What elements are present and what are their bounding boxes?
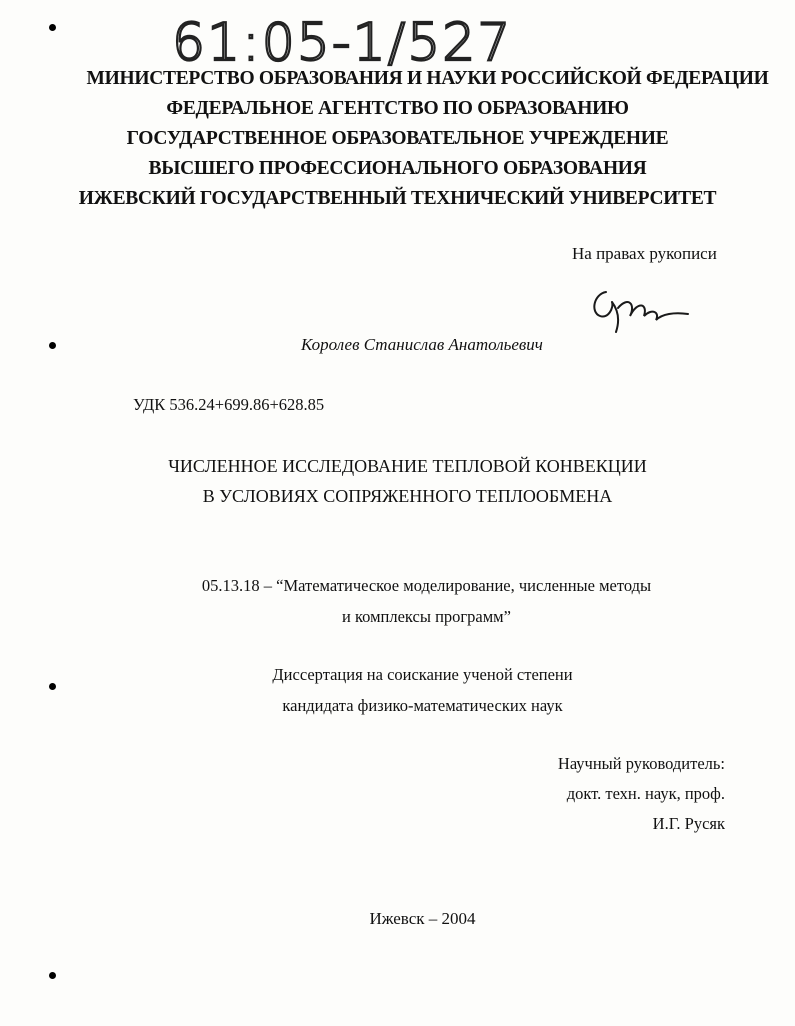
binding-hole-icon	[49, 972, 56, 979]
supervisor-name: И.Г. Русяк	[652, 814, 725, 833]
title-line-2: В УСЛОВИЯХ СОПРЯЖЕННОГО ТЕПЛООБМЕНА	[202, 486, 613, 506]
binding-hole-icon	[49, 683, 56, 690]
header-line-ministry: МИНИСТЕРСТВО ОБРАЗОВАНИЯ И НАУКИ РОССИЙСКОЙ ФЕДЕРАЦИИ	[86, 68, 769, 89]
supervisor-label: Научный руководитель:	[557, 754, 725, 773]
specialty	[0, 570, 795, 632]
dissertation-title	[0, 451, 795, 511]
handwritten-signature-icon	[588, 282, 692, 338]
udc-code: УДК 536.24+699.86+628.85	[133, 395, 325, 414]
header-line-education-level: ВЫСШЕГО ПРОФЕССИОНАЛЬНОГО ОБРАЗОВАНИЯ	[148, 158, 647, 179]
degree-line-2: кандидата физико-математических наук	[282, 696, 563, 715]
binding-hole-icon	[49, 342, 56, 349]
specialty-line-1: 05.13.18 – “Математическое моделирование, численные методы	[201, 576, 652, 595]
handwritten-code-text: 61:05-1/527	[172, 13, 512, 70]
title-line-1: ЧИСЛЕННОЕ ИССЛЕДОВАНИЕ ТЕПЛОВОЙ КОНВЕКЦИИ	[168, 456, 647, 476]
manuscript-rights-note: На правах рукописи	[572, 244, 717, 263]
author-name: Королев Станислав Анатольевич	[301, 335, 543, 354]
city-year: Ижевск – 2004	[369, 909, 476, 928]
degree-statement	[0, 659, 795, 721]
handwritten-code	[172, 6, 512, 70]
institution-header	[0, 64, 795, 214]
header-line-institution-type: ГОСУДАРСТВЕННОЕ ОБРАЗОВАТЕЛЬНОЕ УЧРЕЖДЕНИЕ	[126, 128, 669, 149]
supervisor-credentials: докт. техн. наук, проф.	[566, 784, 725, 803]
supervisor-block	[558, 749, 725, 839]
binding-hole-icon	[49, 24, 56, 31]
header-line-agency: ФЕДЕРАЛЬНОЕ АГЕНТСТВО ПО ОБРАЗОВАНИЮ	[166, 98, 629, 119]
specialty-line-2: и комплексы программ”	[342, 607, 511, 626]
degree-line-1: Диссертация на соискание ученой степени	[272, 665, 573, 684]
header-line-university: ИЖЕВСКИЙ ГОСУДАРСТВЕННЫЙ ТЕХНИЧЕСКИЙ УНИВЕРСИТЕТ	[78, 188, 717, 209]
